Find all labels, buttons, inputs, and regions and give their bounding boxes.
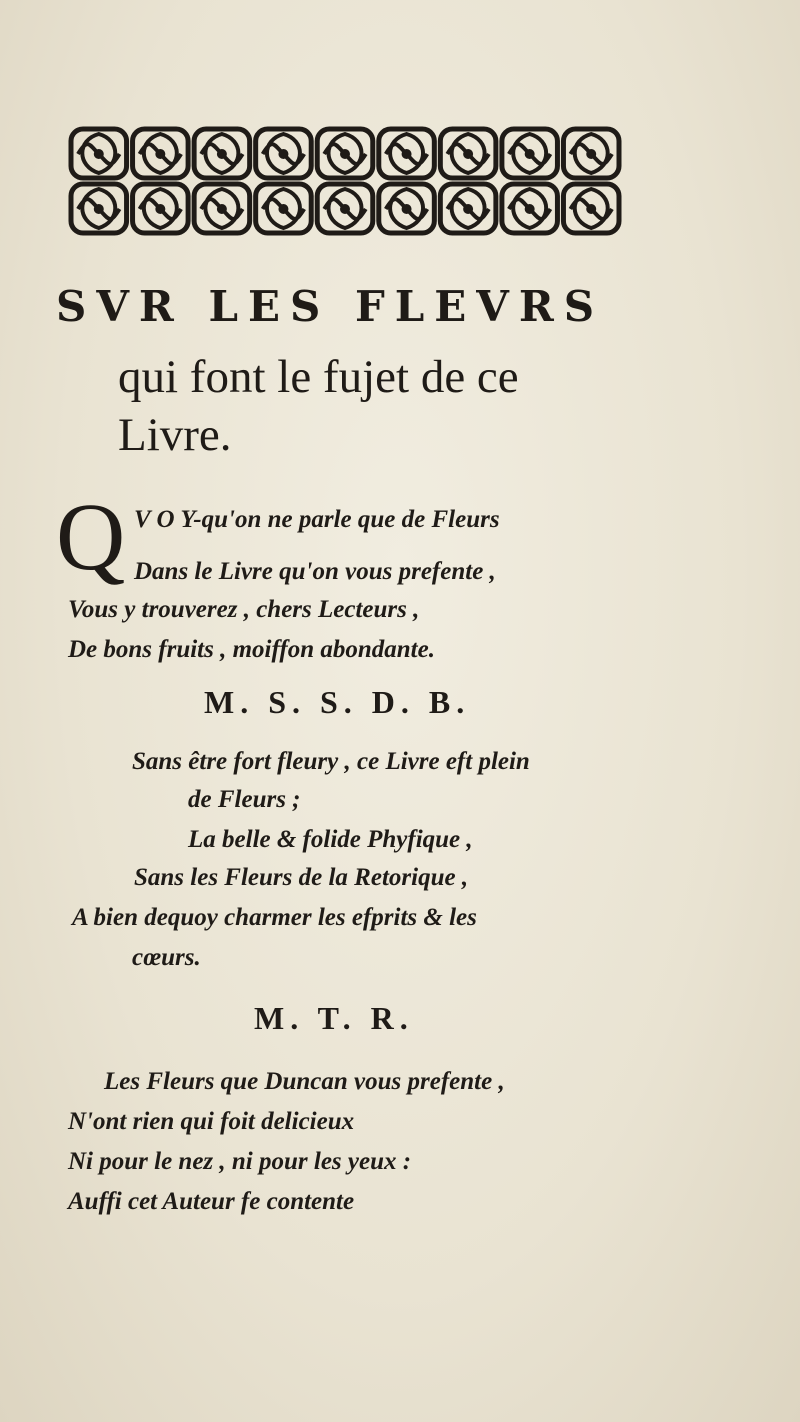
- subtitle-line: qui font le fujet de ce: [118, 351, 519, 403]
- fleuron-band-icon: [68, 126, 622, 236]
- verse-line: V O Y-qu'on ne parle que de Fleurs: [134, 506, 500, 533]
- drop-cap: Q: [56, 483, 126, 590]
- signature: M. T. R.: [254, 1000, 414, 1036]
- verse-line: Vous y trouverez , chers Lecteurs ,: [68, 596, 420, 623]
- page-title: SVR LES FLEVRS: [56, 282, 605, 331]
- verse-line: de Fleurs ;: [188, 786, 301, 813]
- signature: M. S. S. D. B.: [204, 684, 471, 720]
- verse-line: Les Fleurs que Duncan vous prefente ,: [104, 1068, 505, 1095]
- verse-line: A bien dequoy charmer les efprits & les: [72, 904, 477, 931]
- verse-line: cœurs.: [132, 944, 201, 971]
- verse-line: La belle & folide Phyfique ,: [188, 826, 473, 853]
- verse-line: Ni pour le nez , ni pour les yeux :: [68, 1148, 412, 1175]
- verse-line: Sans être fort fleury , ce Livre eft plein: [132, 748, 530, 775]
- verse-line: N'ont rien qui foit delicieux: [68, 1108, 355, 1135]
- verse-line: Dans le Livre qu'on vous prefente ,: [134, 558, 496, 585]
- subtitle-line: Livre.: [118, 409, 232, 461]
- verse-line: Sans les Fleurs de la Retorique ,: [134, 864, 469, 891]
- verse-line: De bons fruits , moiffon abondante.: [68, 636, 435, 663]
- page-subtitle: [118, 348, 658, 464]
- verse-line: Auffi cet Auteur fe contente: [68, 1188, 355, 1215]
